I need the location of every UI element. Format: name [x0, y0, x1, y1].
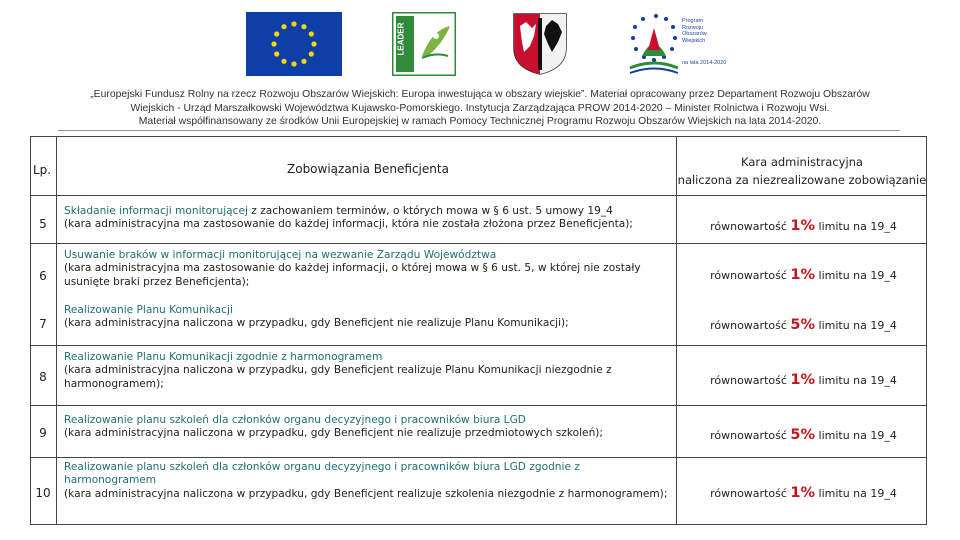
header-penalty-line: naliczona za niezrealizowane zobowiązanie [677, 173, 927, 187]
penalty-percent: 5% [790, 427, 816, 443]
penalty-suffix: limitu na 19_4 [815, 319, 897, 332]
header-obligation: Zobowiązania Beneficjenta [287, 162, 449, 176]
row-note: (kara administracyjna naliczona w przypadku, gdy Beneficjent nie realizuje przedmiotowych szkoleń); [64, 427, 603, 440]
prow-text-line: Program [682, 18, 704, 24]
penalty-prefix: równowartość [710, 220, 791, 233]
row-description [64, 205, 674, 232]
row-note: (kara administracyjna ma zastosowanie do każdej informacji, która nie została złożona przez Beneficjenta); [64, 218, 633, 231]
prow-text-line: Rozwoju [682, 24, 704, 31]
funding-note-line: Materiał współfinansowany ze środków Unii Europejskiej w ramach Pomocy Technicznej Programu Rozwoju Obszarów Wiejskich na lata 2014-2020. [138, 116, 822, 127]
row-description [64, 351, 674, 391]
penalty-suffix: limitu na 19_4 [815, 429, 897, 442]
eu-flag-logo [246, 12, 342, 76]
row-penalty [681, 218, 926, 234]
row-number: 8 [39, 370, 47, 384]
row-penalty [681, 267, 926, 283]
penalty-percent: 5% [790, 317, 816, 333]
row-title: Usuwanie braków w informacji monitorującej na wezwanie Zarządu Województwa [64, 249, 497, 261]
leader-text: LEADER [396, 22, 406, 56]
row-title: Realizowanie planu szkoleń dla członków organu decyzyjnego i pracowników biura LGD [64, 414, 526, 426]
header-penalty [671, 153, 933, 189]
funding-note-line: „Europejski Fundusz Rolny na rzecz Rozwoju Obszarów Wiejskich: Europa inwestująca w obszary wiejskie”. Materiał opracowany przez Departament Rozwoju Obszarów [90, 89, 870, 100]
row-penalty [681, 372, 926, 388]
penalty-percent: 1% [790, 218, 816, 234]
row-description [64, 461, 674, 501]
row-number: 9 [39, 426, 47, 440]
row-number: 10 [35, 486, 51, 500]
penalty-suffix: limitu na 19_4 [815, 269, 897, 282]
prow-text-line: Wiejskich [682, 37, 706, 44]
penalty-prefix: równowartość [710, 374, 791, 387]
row-penalty [681, 317, 926, 333]
row-note: (kara administracyjna naliczona w przypadku, gdy Beneficjent realizuje Planu Komunikacji niezgodnie z harmonogramem); [64, 364, 612, 390]
penalty-prefix: równowartość [710, 429, 791, 442]
coat-of-arms-logo [512, 12, 568, 76]
row-note: (kara administracyjna naliczona w przypadku, gdy Beneficjent realizuje szkolenia niezgodnie z harmonogramem); [64, 487, 668, 500]
penalty-percent: 1% [790, 267, 816, 283]
prow-text-line: Obszarów [682, 31, 707, 38]
row-number: 5 [39, 217, 47, 231]
row-note: (kara administracyjna naliczona w przypadku, gdy Beneficjent nie realizuje Planu Komunikacji); [64, 317, 569, 330]
penalty-prefix: równowartość [710, 319, 791, 332]
row-penalty [681, 485, 926, 501]
row-title-highlight: Składanie informacji monitorującej [64, 205, 248, 217]
penalty-percent: 1% [790, 485, 816, 501]
row-title: Realizowanie Planu Komunikacji [64, 304, 233, 316]
penalty-suffix: limitu na 19_4 [815, 374, 897, 387]
funding-note-line: Wiejskich - Urząd Marszałkowski Województwa Kujawsko-Pomorskiego. Instytucja Zarządzająca PROW 2014-2020 – Minister Rolnictwa i Rozwoju Wsi. [130, 102, 830, 114]
row-title [64, 205, 613, 217]
prow-text-line: na lata 2014-2020 [682, 60, 727, 67]
logo-bar [0, 12, 960, 82]
row-divider [31, 457, 926, 458]
prow-text [682, 18, 726, 67]
row-description [64, 304, 674, 331]
row-title: Realizowanie Planu Komunikacji zgodnie z harmonogramem [64, 351, 383, 363]
penalty-prefix: równowartość [710, 269, 791, 282]
header-penalty-line: Kara administracyjna [741, 155, 863, 169]
row-divider [31, 243, 926, 244]
funding-note [40, 88, 920, 129]
divider [58, 130, 900, 131]
obligations-table [30, 136, 927, 525]
row-description [64, 414, 674, 441]
row-penalty [681, 427, 926, 443]
header-lp: Lp. [33, 163, 52, 177]
row-title-rest: z zachowaniem terminów, o których mowa w § 6 ust. 5 umowy 19_4 [247, 205, 613, 217]
row-note: (kara administracyjna ma zastosowanie do każdej informacji, o której mowa w § 6 ust. 5, w której nie zostały usunięte braki przez Beneficjenta); [64, 262, 641, 288]
row-description [64, 249, 674, 289]
penalty-prefix: równowartość [710, 487, 791, 500]
penalty-suffix: limitu na 19_4 [815, 487, 897, 500]
penalty-percent: 1% [790, 372, 816, 388]
row-number: 6 [39, 269, 47, 283]
row-number: 7 [39, 317, 47, 331]
penalty-suffix: limitu na 19_4 [815, 220, 897, 233]
row-title: Realizowanie planu szkoleń dla członków organu decyzyjnego i pracowników biura LGD zgodnie z harmonogramem [64, 461, 580, 487]
row-divider [31, 405, 926, 406]
row-divider [31, 345, 926, 346]
row-divider [31, 195, 926, 196]
